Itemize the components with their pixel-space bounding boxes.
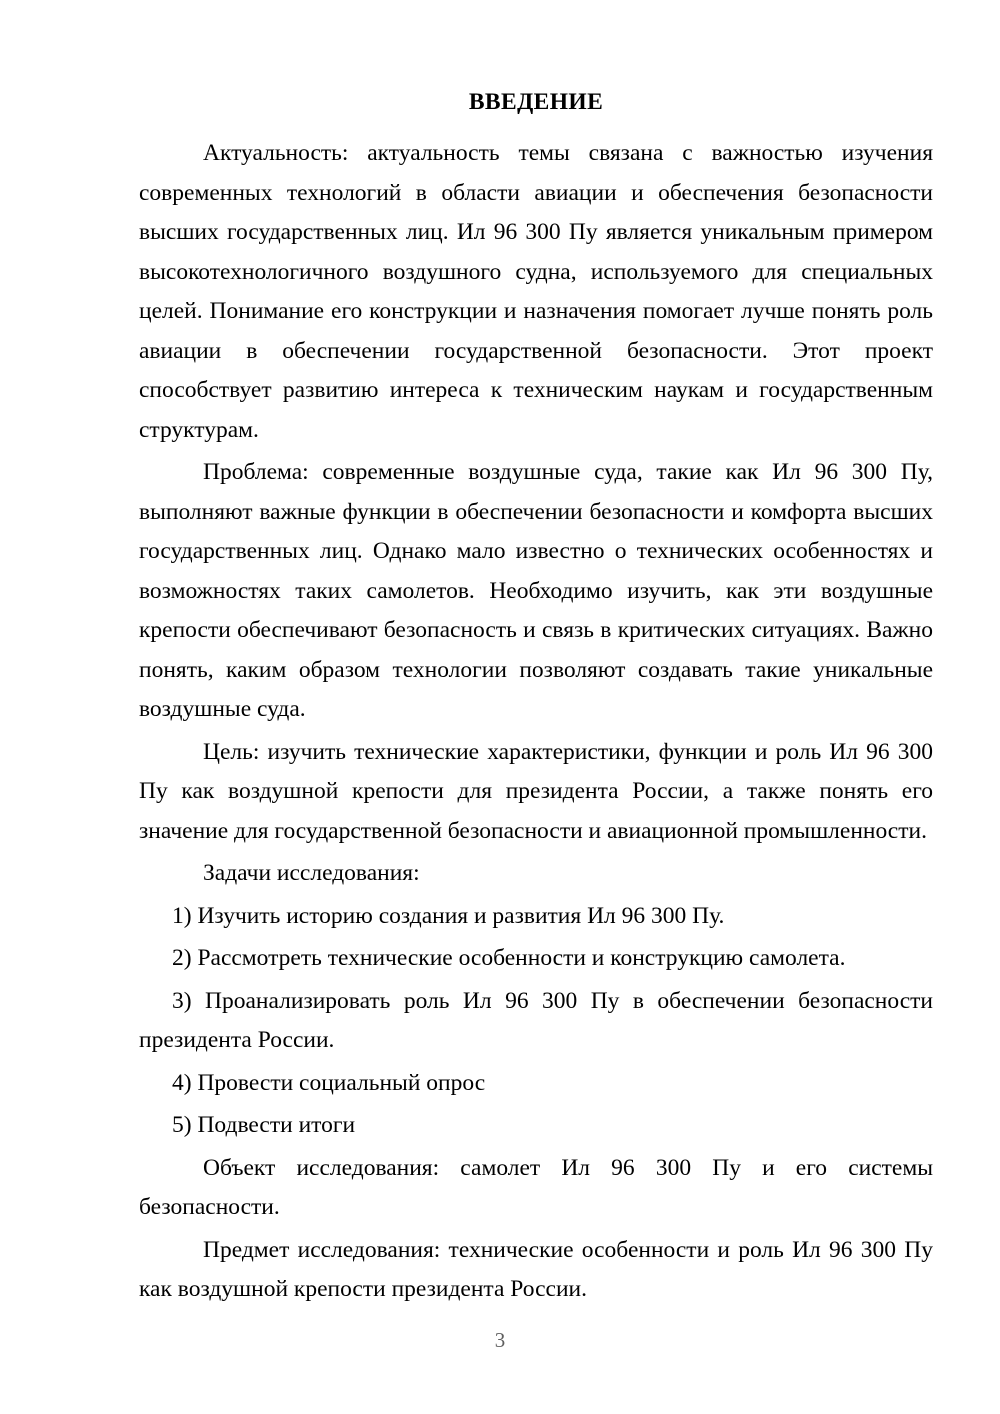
paragraph-subject: Предмет исследования: технические особенности и роль Ил 96 300 Пу как воздушной крепости президента России. [139,1236,933,1303]
paragraph-goal: Цель: изучить технические характеристики, функции и роль Ил 96 300 Пу как воздушной крепости для президента России, а также понять его значение для государственной безопасности и авиационной промышленности. [139,738,933,844]
page-number-value: 3 [494,1328,506,1352]
paragraph-problem: Проблема: современные воздушные суда, такие как Ил 96 300 Пу, выполняют важные функции в обеспечении безопасности и комфорта высших государственных лиц. Однако мало известно о технических особенностях и возможностях таких самолетов. Необходимо изучить, как эти воздушные крепости обеспечивают безопасность и связь в критических ситуациях. Важно понять, каким образом технологии позволяют создавать такие уникальные воздушные суда. [139,459,933,723]
page-title: ВВЕДЕНИЕ [468,89,604,115]
tasks-heading: Задачи исследования: [203,860,420,887]
paragraph-object: Объект исследования: самолет Ил 96 300 Пу и его системы безопасности. [139,1154,933,1221]
page-content [139,88,933,1310]
list-item: 2) Рассмотреть технические особенности и конструкцию самолета. [172,945,846,972]
list-item: 3) Проанализировать роль Ил 96 300 Пу в обеспечении безопасности президента России. [139,987,933,1054]
list-item: 1) Изучить историю создания и развития Ил 96 300 Пу. [172,902,725,929]
page-number-footer [0,1330,1000,1351]
list-item: 5) Подвести итоги [172,1112,356,1139]
paragraph-relevance: Актуальность: актуальность темы связана с важностью изучения современных технологий в области авиации и обеспечения безопасности высших государственных лиц. Ил 96 300 Пу является уникальным примером высокотехнологичного воздушного судна, используемого для специальных целей. Понимание его конструкции и назначения помогает лучше понять роль авиации в обеспечении государственной безопасности. Этот проект способствует развитию интереса к техническим наукам и государственным структурам. [139,140,933,443]
list-item: 4) Провести социальный опрос [172,1069,486,1096]
